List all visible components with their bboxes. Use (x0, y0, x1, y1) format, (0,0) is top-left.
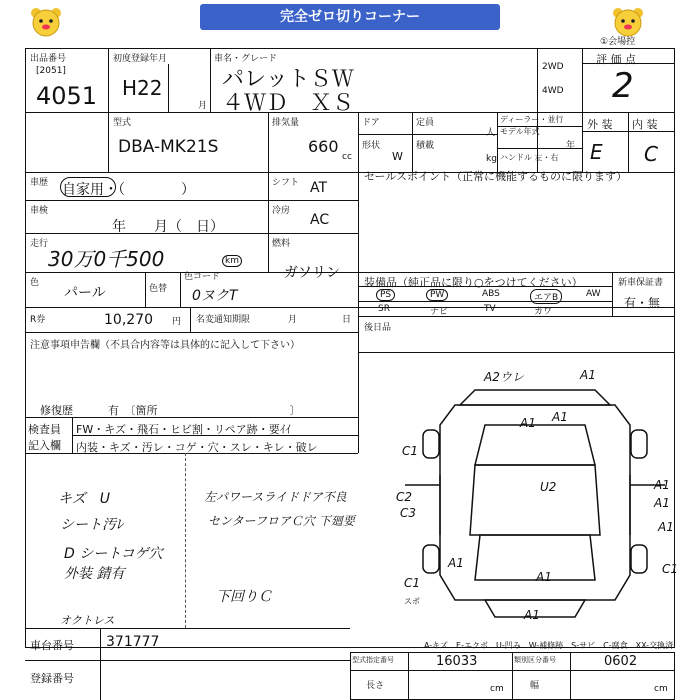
car-damage-diagram (395, 365, 685, 625)
car-grade: ４ＷＤ ＸＳ (222, 91, 355, 116)
load-label: 積載 (416, 141, 435, 151)
note-rust: 外装 錆有 (64, 566, 125, 582)
mark-c2-left: C2 (396, 490, 413, 504)
drive-4wd: 4WD (542, 86, 564, 96)
lot-sub: [2051] (36, 66, 66, 76)
mark-c3-left: C3 (400, 506, 417, 520)
equip-tv: TV (484, 304, 496, 314)
note-center-floor: センターフロアＣ穴 下廻要 (208, 514, 355, 528)
color-code-label: 色コード (184, 272, 221, 282)
dealer-label: ディーラー・並行 (500, 115, 564, 124)
note-seat-stain: シート汚ﾚ (60, 517, 123, 533)
class-no-value: 0602 (604, 654, 638, 669)
recycle-value: 10,270 (104, 312, 153, 328)
notice-day: 日 (342, 315, 352, 325)
equip-sr: SR (378, 304, 390, 314)
mark-a1-right-3: A1 (658, 520, 674, 534)
lot-number: 4051 (36, 82, 98, 110)
color-value: パール (64, 285, 106, 301)
mark-a1-roof-left: A1 (520, 416, 536, 430)
sales-point-label: セールスポイント（正常に機能するものに限ります） (364, 170, 628, 183)
shape-value: W (392, 150, 403, 163)
type-no-label: 型式指定番号 (352, 656, 394, 664)
rear-items-label: 後日品 (364, 323, 392, 333)
mileage-unit: km (222, 255, 242, 267)
mark-a1-left-rear: A1 (448, 556, 464, 570)
length-unit: cm (490, 684, 504, 694)
equip-airbag: エアB (530, 289, 562, 304)
equip-abs: ABS (482, 289, 500, 299)
mark-a1-rear: A1 (536, 570, 552, 584)
history-value: 自家用・（ ） (62, 182, 195, 198)
note-scratch: キズ U (58, 491, 110, 507)
warranty-label: 新車保証書 (618, 278, 664, 288)
warranty-value: 有・無 (624, 296, 661, 310)
reg-month-unit: 月 (198, 101, 208, 111)
drive-2wd: 2WD (542, 62, 564, 72)
check-row-interior: 内装・キズ・汚レ・コゲ・穴・スレ・キレ・破レ (76, 441, 318, 454)
equip-aw: AW (586, 289, 601, 299)
model-year-label: モデル年式 (500, 127, 540, 136)
fuel-label: 燃料 (272, 239, 291, 249)
mark-a2-ure: A2ウレ (484, 370, 524, 384)
reg-label: 初度登録年月 (113, 54, 168, 64)
mark-a1-right-1: A1 (654, 478, 670, 492)
class-no-label: 類別区分番号 (514, 656, 556, 664)
reg-era: H22 (122, 76, 163, 100)
exterior-label: 外 装 (587, 118, 613, 131)
history-circle-mark (60, 177, 116, 197)
notice-label: 名変通知期限 (196, 315, 251, 325)
interior-label: 内 装 (632, 118, 658, 131)
check-row-exterior: FW・キズ・飛石・ヒビ割・リペア跡・要ｲｲ (76, 423, 291, 436)
exterior-grade: E (590, 140, 603, 164)
note-slide-door: 左パワースライドドア不良 (204, 490, 347, 504)
recycle-label: R券 (30, 315, 46, 325)
mascot-bear-icon-left (28, 6, 64, 38)
mark-c1-left-front: C1 (402, 444, 419, 458)
cc-label: 排気量 (272, 118, 300, 128)
mark-a1-bumper: A1 (524, 608, 540, 622)
handle-label: ハンドル 左・右 (500, 153, 559, 162)
length-label: 長さ (366, 681, 385, 691)
lot-label: 出品番号 (30, 54, 67, 64)
repair-value: 有 〔箇所 〕 (108, 404, 301, 417)
color-code-value: 0ヌクT (192, 288, 238, 304)
door-label: ドア (362, 118, 380, 128)
inspection-label: 車検 (30, 206, 49, 216)
inspection-value: 年 月（ 日） (112, 219, 224, 235)
equip-ps: PS (376, 289, 395, 301)
year-unit: 年 (566, 141, 576, 151)
mark-u2: U2 (540, 480, 557, 494)
reg-number-label: 登録番号 (30, 672, 74, 685)
mark-spoiler: スポ (404, 597, 420, 606)
color-label: 色 (30, 278, 40, 288)
notes-title: 注意事項申告欄（不具合内容等は具体的に記入して下さい） (30, 340, 300, 351)
capacity-label: 定員 (416, 118, 435, 128)
shift-value: AT (310, 180, 328, 196)
shape-label: 形状 (362, 141, 381, 151)
mileage-value: 30万0千500 (48, 247, 165, 271)
cc-unit: cc (342, 152, 352, 162)
equip-navi: ナビ (430, 307, 449, 317)
interior-grade: C (644, 142, 658, 166)
width-label: 幅 (530, 681, 540, 691)
ac-label: 冷房 (272, 206, 291, 216)
color-change-label: 色替 (149, 284, 168, 294)
history-label: 車歴 (30, 178, 49, 188)
equipment-label: 装備品（純正品に限り○をつけてください） (364, 276, 583, 289)
corner-note: ①会場控 (600, 37, 636, 47)
mark-c1-right-rear: C1 (662, 562, 679, 576)
ac-value: AC (310, 212, 330, 228)
car-name: パレットＳＷ (222, 67, 354, 92)
car-label: 車名・グレード (214, 54, 278, 64)
capacity-unit: 人 (486, 128, 496, 138)
chassis-label: 車台番号 (30, 639, 74, 652)
mark-c1-left-rear: C1 (404, 576, 421, 590)
load-unit: kg (486, 154, 497, 164)
mark-a1-roof-right: A1 (552, 410, 568, 424)
note-octress: オクトレス (60, 614, 115, 627)
fuel-value: ガソリン (284, 265, 340, 281)
score-value: 2 (612, 66, 634, 106)
notice-month: 月 (288, 315, 298, 325)
type-no-value: 16033 (436, 654, 478, 669)
inspector-label: 検査員 (28, 423, 61, 436)
section-banner: 完全ゼロ切りコーナー (200, 4, 500, 30)
model-value: DBA-MK21S (118, 137, 219, 157)
chassis-value: 371777 (106, 634, 160, 650)
entry-label: 記入欄 (28, 439, 61, 452)
note-seat-burn: D シートコゲ穴 (64, 546, 163, 562)
recycle-unit: 円 (172, 317, 182, 327)
damage-legend: A-キズ E-エクボ U-凹み W-補修跡 S-サビ C-腐食 XX-交換済 (424, 641, 674, 650)
equip-leather: カワ (534, 307, 553, 317)
mark-a1-right-2: A1 (654, 496, 670, 510)
model-label: 型式 (113, 118, 132, 128)
shift-label: シフト (272, 178, 300, 188)
repair-label: 修復歴 (40, 404, 73, 417)
mileage-label: 走行 (30, 239, 49, 249)
mark-a1-top: A1 (580, 368, 596, 382)
cc-value: 660 (308, 137, 339, 156)
score-label: 評 価 点 (596, 53, 636, 66)
note-underbody: 下回りＣ (216, 589, 272, 605)
equip-pw: PW (426, 289, 448, 301)
width-unit: cm (654, 684, 668, 694)
